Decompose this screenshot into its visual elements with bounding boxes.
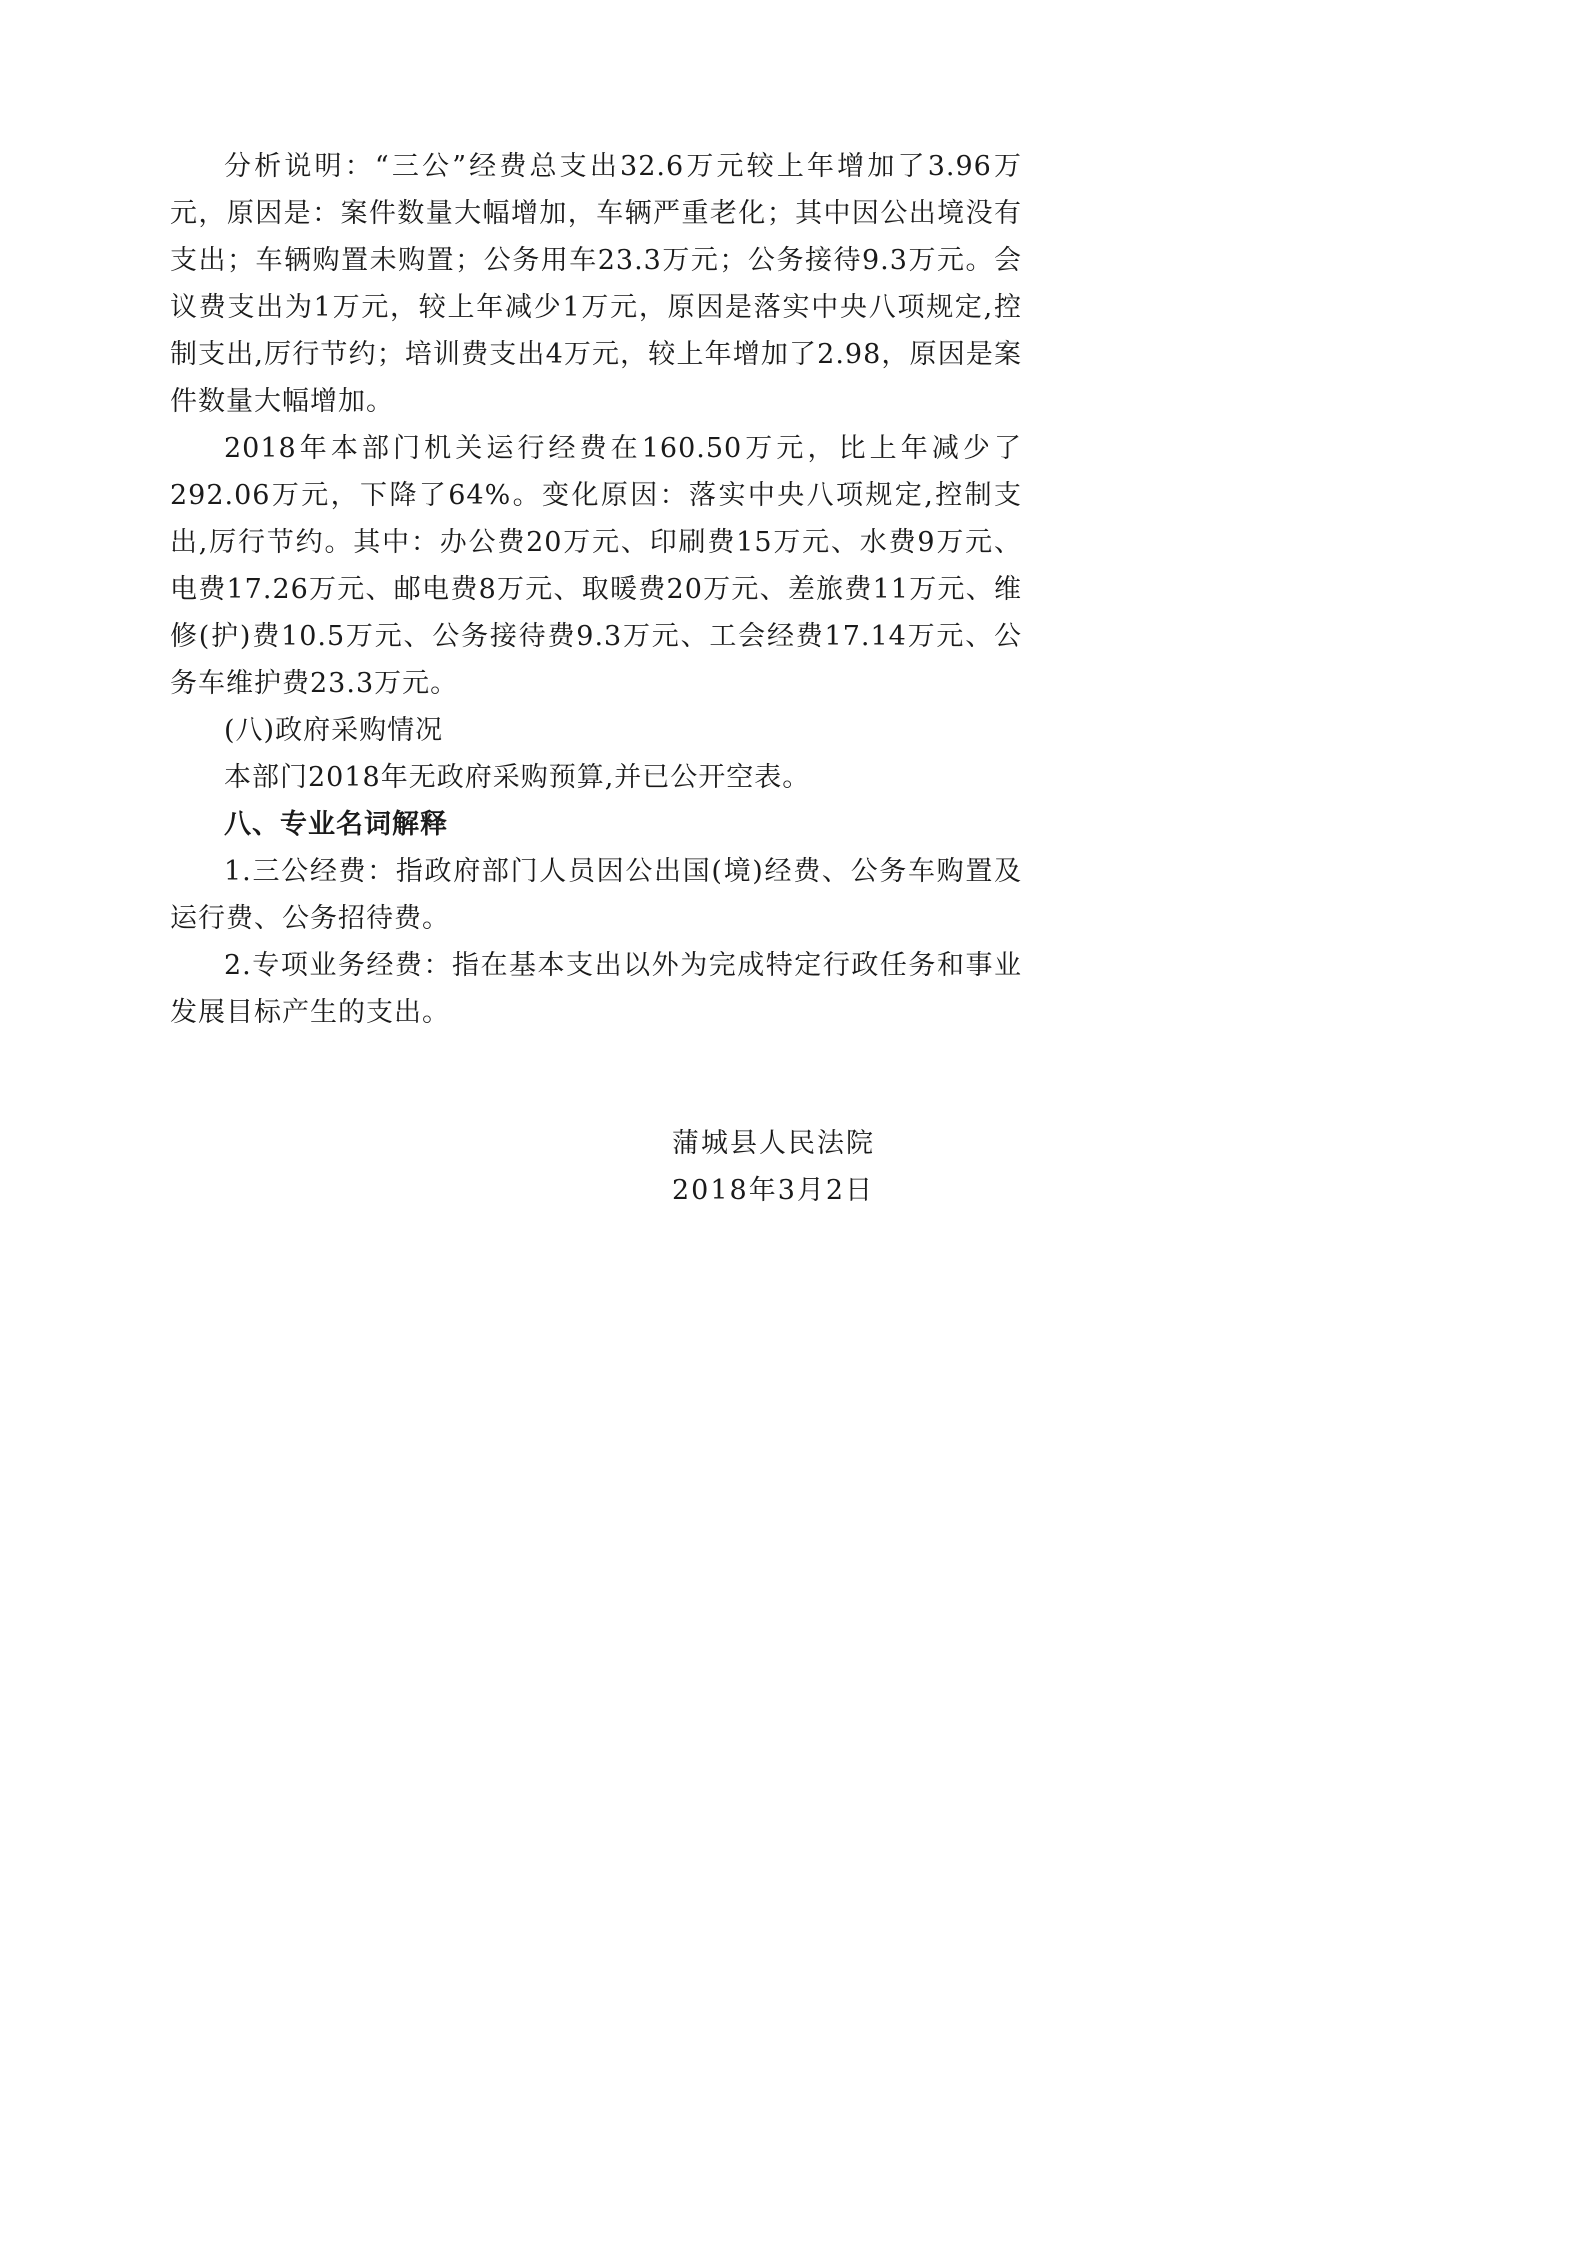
definition-three-public-expenses: 1.三公经费：指政府部门人员因公出国(境)经费、公务车购置及运行费、公务招待费。	[170, 856, 1022, 934]
signature-block	[672, 1120, 875, 1214]
section-heading: 八、专业名词解释	[224, 809, 448, 840]
document-page	[0, 0, 1104, 1560]
paragraph-procurement-statement: 本部门2018年无政府采购预算,并已公开空表。	[224, 762, 811, 793]
paragraph-procurement-subheading: (八)政府采购情况	[224, 715, 444, 746]
definition-special-business-expenses: 2.专项业务经费：指在基本支出以外为完成特定行政任务和事业发展目标产生的支出。	[170, 950, 1022, 1028]
signature-date: 2018年3月2日	[672, 1175, 875, 1206]
paragraph-three-public-expenses-analysis: 分析说明：“三公”经费总支出32.6万元较上年增加了3.96万元，原因是：案件数量大幅增加，车辆严重老化；其中因公出境没有支出；车辆购置未购置；公务用车23.3万元；公务接待9.3万元。会议费支出为1万元，较上年减少1万元，原因是落实中央八项规定,控制支出,厉行节约；培训费支出4万元，较上年增加了2.98，原因是案件数量大幅增加。	[170, 151, 1022, 417]
paragraph-operating-expenses: 2018年本部门机关运行经费在160.50万元，比上年减少了292.06万元，下降了64%。变化原因：落实中央八项规定,控制支出,厉行节约。其中：办公费20万元、印刷费15万元、水费9万元、电费17.26万元、邮电费8万元、取暖费20万元、差旅费11万元、维修(护)费10.5万元、公务接待费9.3万元、工会经费17.14万元、公务车维护费23.3万元。	[170, 433, 1022, 699]
document-body	[170, 143, 1022, 1036]
signature-organization: 蒲城县人民法院	[672, 1128, 875, 1159]
